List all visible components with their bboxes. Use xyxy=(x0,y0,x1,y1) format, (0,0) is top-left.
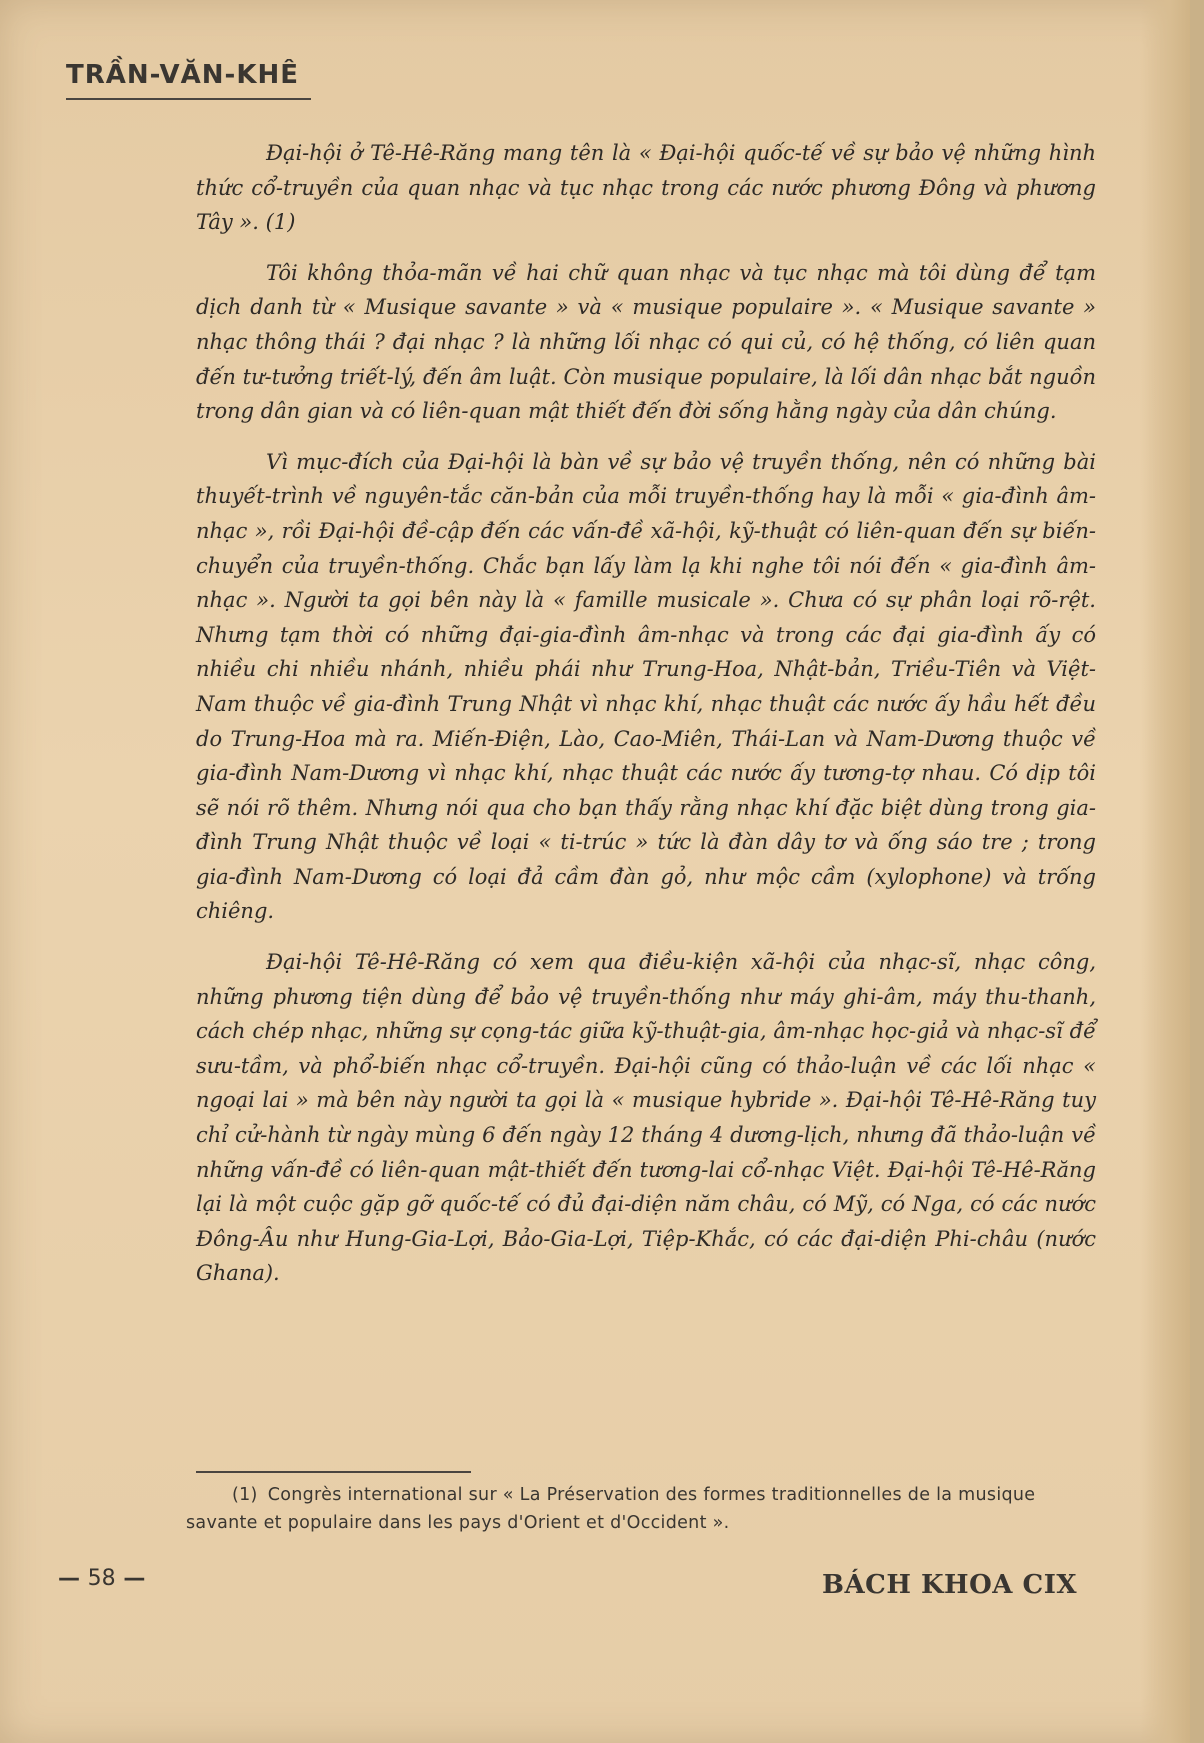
footnote-marker: (1) xyxy=(232,1485,258,1505)
footnote xyxy=(186,1481,1086,1537)
paragraph-3: Vì mục-đích của Đại-hội là bàn về sự bảo vệ truyền thống, nên có những bài thuyết-trình về nguyên-tắc căn-bản của mỗi truyền-thống hay là mỗi « gia-đình âm-nhạc », rồi Đại-hội đề-cập đến các vấn-đề xã-hội, kỹ-thuật có liên-quan đến sự biến-chuyển của truyền-thống. Chắc bạn lấy làm lạ khi nghe tôi nói đến « gia-đình âm-nhạc ». Người ta gọi bên này là « famille musicale ». Chưa có sự phân loại rõ-rệt. Nhưng tạm thời có những đại-gia-đình âm-nhạc và trong các đại gia-đình ấy có nhiều chi nhiều nhánh, nhiều phái như Trung-Hoa, Nhật-bản, Triều-Tiên và Việt-Nam thuộc về gia-đình Trung Nhật vì nhạc khí, nhạc thuật các nước ấy hầu hết đều do Trung-Hoa mà ra. Miến-Điện, Lào, Cao-Miên, Thái-Lan và Nam-Dương thuộc về gia-đình Nam-Dương vì nhạc khí, nhạc thuật các nước ấy tương-tợ nhau. Có dịp tôi sẽ nói rõ thêm. Nhưng nói qua cho bạn thấy rằng nhạc khí đặc biệt dùng trong gia-đình Trung Nhật thuộc về loại « ti-trúc » tức là đàn dây tơ và ống sáo tre ; trong gia-đình Nam-Dương có loại đả cầm đàn gỏ, như mộc cầm (xylophone) và trống chiêng. xyxy=(196,449,1096,924)
page-number-value: 58 xyxy=(87,1566,116,1591)
page-number: — 58 — xyxy=(58,1566,146,1591)
page-edge xyxy=(1140,0,1190,1743)
paragraph-2: Tôi không thỏa-mãn về hai chữ quan nhạc và tục nhạc mà tôi dùng để tạm dịch danh từ « Musique savante » và « musique populaire ». « Musique savante » nhạc thông thái ? đại nhạc ? là những lối nhạc có qui củ, có hệ thống, có liên quan đến tư-tưởng triết-lý, đến âm luật. Còn musique populaire, là lối dân nhạc bắt nguồn trong dân gian và có liên-quan mật thiết đến đời sống hằng ngày của dân chúng. xyxy=(196,260,1096,424)
footnote-divider xyxy=(196,1471,471,1473)
paragraph-4: Đại-hội Tê-Hê-Răng có xem qua điều-kiện xã-hội của nhạc-sĩ, nhạc công, những phương tiện dùng để bảo vệ truyền-thống như máy ghi-âm, máy thu-thanh, cách chép nhạc, những sự cọng-tác giữa kỹ-thuật-gia, âm-nhạc học-giả và nhạc-sĩ để sưu-tầm, và phổ-biến nhạc cổ-truyền. Đại-hội cũng có thảo-luận về các lối nhạc « ngoại lai » mà bên này người ta gọi là « musique hybride ». Đại-hội Tê-Hê-Răng tuy chỉ cử-hành từ ngày mùng 6 đến ngày 12 tháng 4 dương-lịch, nhưng đã thảo-luận về những vấn-đề có liên-quan mật-thiết đến tương-lai cổ-nhạc Việt. Đại-hội Tê-Hê-Răng lại là một cuộc gặp gỡ quốc-tế có đủ đại-diện năm châu, có Mỹ, có Nga, có các nước Đông-Âu như Hung-Gia-Lợi, Bảo-Gia-Lợi, Tiệp-Khắc, có các đại-diện Phi-châu (nước Ghana). xyxy=(196,950,1096,1286)
publication-name: BÁCH KHOA CIX xyxy=(822,1570,1078,1600)
header-underline xyxy=(66,98,311,100)
paragraph-1: Đại-hội ở Tê-Hê-Răng mang tên là « Đại-hội quốc-tế về sự bảo vệ những hình thức cổ-truyền của quan nhạc và tục nhạc trong các nước phương Đông và phương Tây ». (1) xyxy=(196,141,1096,235)
footnote-text: Congrès international sur « La Préservation des formes traditionnelles de la musique savante et populaire dans les pays d'Orient et d'Occident ». xyxy=(186,1485,1036,1533)
article-body xyxy=(196,136,1096,1307)
author-header: TRẦN-VĂN-KHÊ xyxy=(66,60,299,90)
